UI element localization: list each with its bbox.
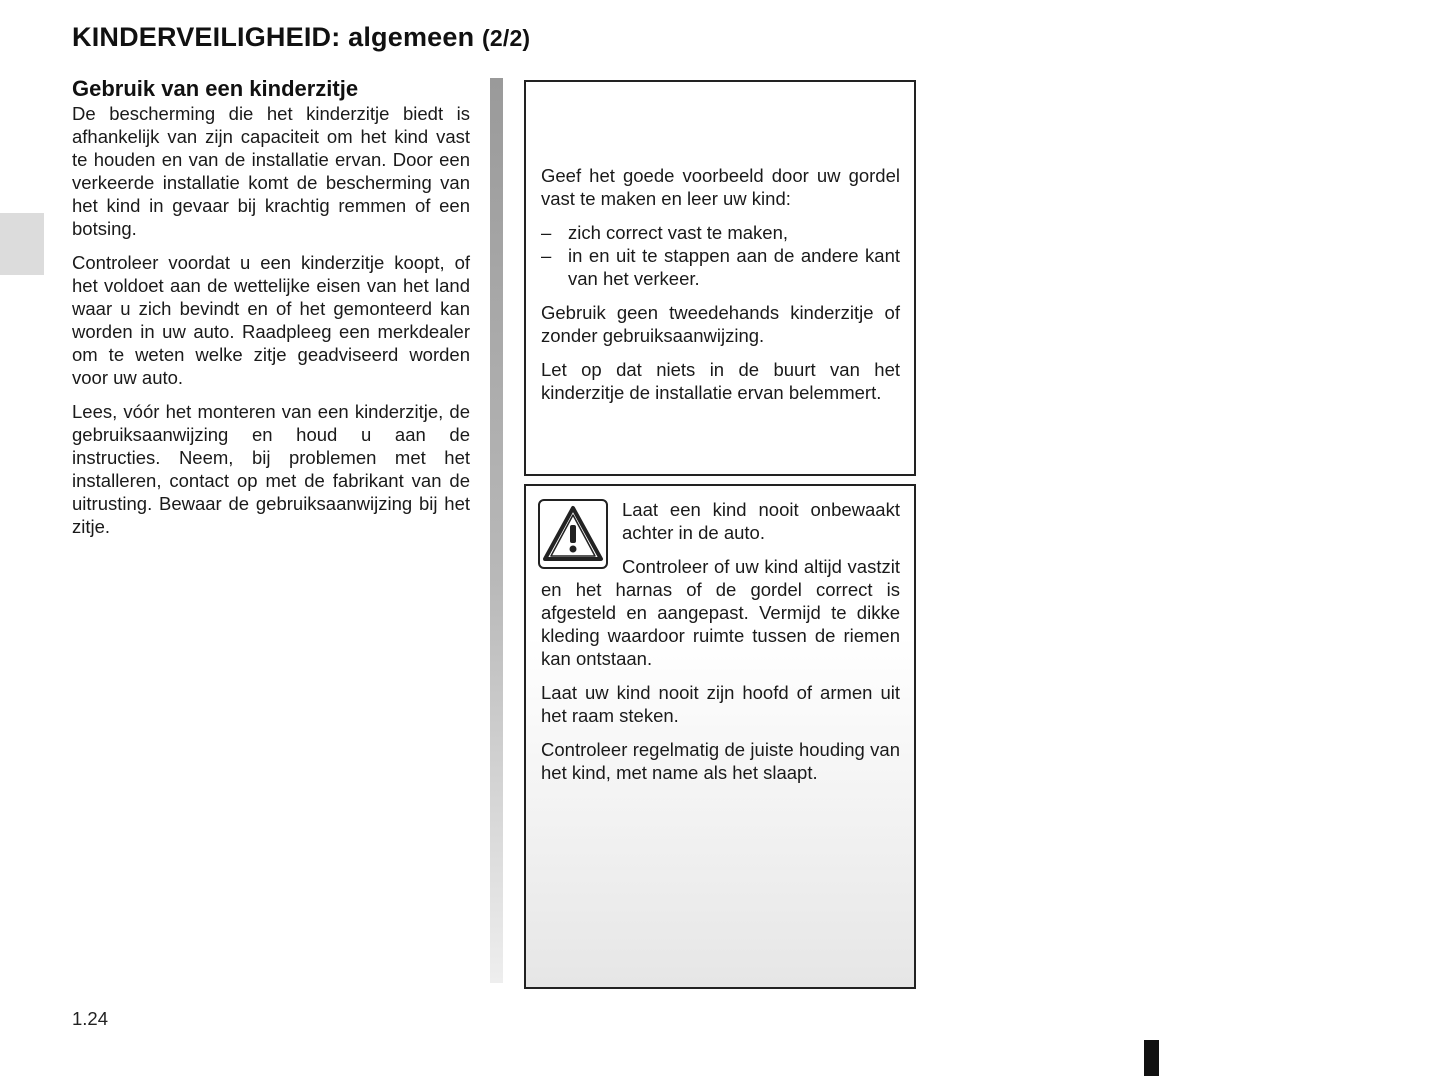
info-bullet-text: zich correct vast te maken, [568,222,789,243]
warning-box [524,484,916,989]
info-paragraph-1: Gebruik geen tweedehands kinderzitje of zonder gebruiksaanwijzing. [541,302,900,346]
info-intro: Geef het goede voorbeeld door uw gordel vast te maken en leer uw kind: [541,165,900,209]
warning-paragraph-4: Controleer regelmatig de juiste houding van het kind, met name als het slaapt. [541,739,900,783]
chapter-tab [0,213,44,275]
bullet-dash: – [541,222,552,243]
warning-paragraph-3: Laat uw kind nooit zijn hoofd of armen uit het raam steken. [541,682,900,726]
info-bullet-text: in en uit te stappen aan de andere kant van het verkeer. [568,245,900,289]
info-bullet-list [541,221,900,290]
page-counter: (2/2) [482,25,531,51]
page-number: 1.24 [72,1008,109,1029]
body-paragraph-3: Lees, vóór het monteren van een kinderzitje, de gebruiksaanwijzing en houd u aan de instructies. Neem, bij problemen met het installeren, contact op met de fabrikant van de uitrusting. Bewaar de gebruiksaanwijzing bij het zitje. [72,401,470,537]
column-divider [490,78,503,983]
bullet-dash: – [541,245,552,266]
warning-paragraph-2: Controleer of uw kind altijd vastzit en het harnas of de gordel correct is afgesteld en aangepast. Vermijd te dikke kleding waardoor ruimte tussen de riemen kan ontstaan. [541,556,900,669]
info-box [524,80,916,476]
warning-triangle-icon [538,499,608,569]
info-bullet-item [541,244,900,290]
page-title-text: KINDERVEILIGHEID: algemeen [72,22,475,52]
warning-paragraph-1: Laat een kind nooit onbewaakt achter in de auto. [622,499,900,543]
body-paragraph-1: De bescherming die het kinderzitje biedt is afhankelijk van zijn capaciteit om het kind vast te houden en van de installatie ervan. Door een verkeerde installatie komt de bescherming van het kind in gevaar bij krachtig remmen of een botsing. [72,103,470,239]
page-title [72,22,530,53]
info-paragraph-2: Let op dat niets in de buurt van het kinderzitje de installatie ervan belemmert. [541,359,900,403]
corner-mark [1144,1040,1159,1076]
left-column [72,76,470,549]
section-heading: Gebruik van een kinderzitje [72,76,359,101]
info-bullet-item [541,221,900,244]
body-paragraph-2: Controleer voordat u een kinderzitje koopt, of het voldoet aan de wettelijke eisen van het land waar u zich bevindt en of het gemonteerd kan worden in uw auto. Raadpleeg een merkdealer om te weten welke zitje geadviseerd worden voor uw auto. [72,252,470,388]
